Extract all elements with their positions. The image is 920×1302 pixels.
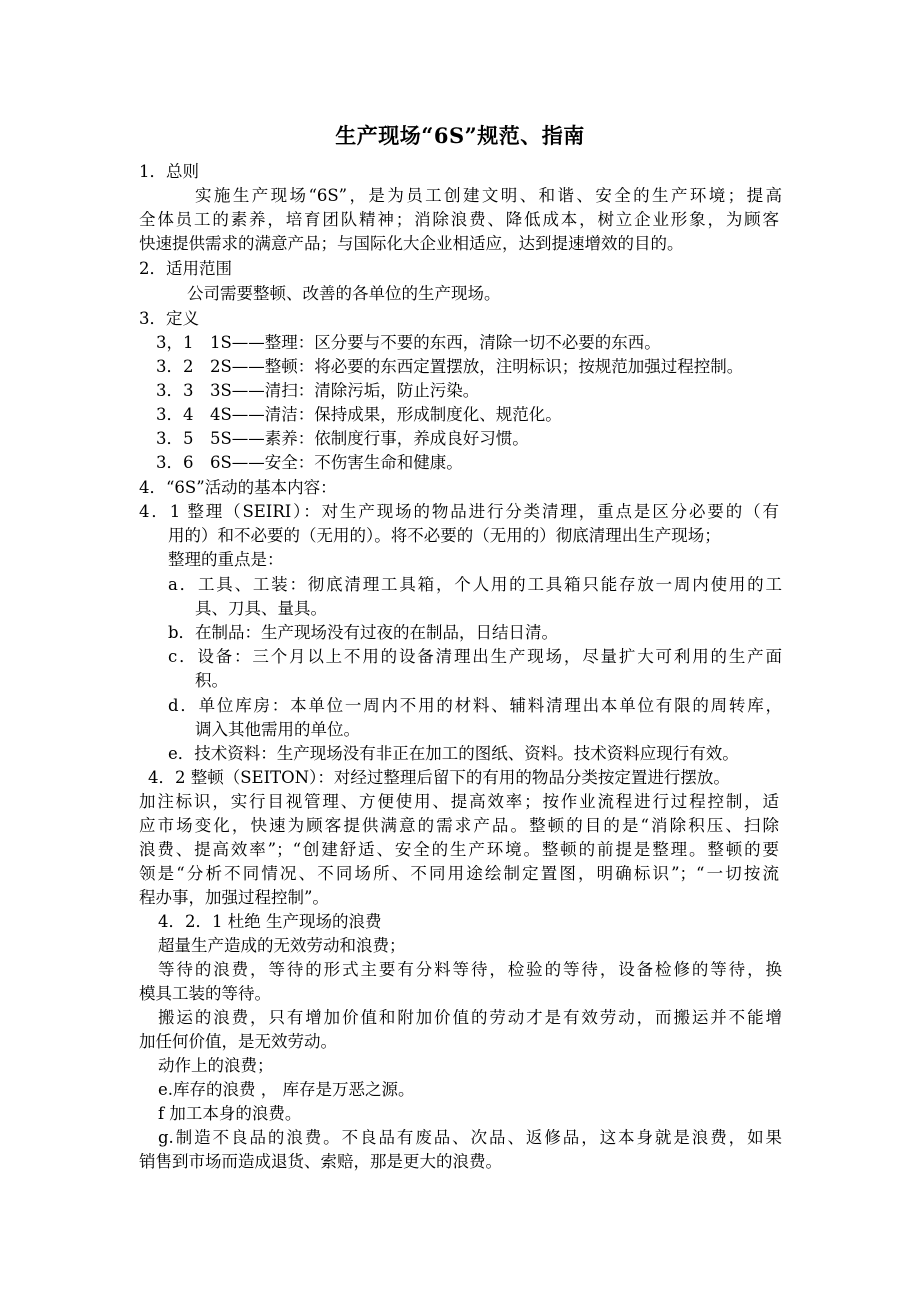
waste-item: g.制造不良品的浪费。不良品有废品、次品、返修品，这本身就是浪费，如果 bbox=[158, 1128, 782, 1147]
section-1-heading: 1．总则 bbox=[139, 162, 199, 181]
general-paragraph-line: 全体员工的素养，培育团队精神；消除浪费、降低成本，树立企业形象，为顾客 bbox=[139, 210, 779, 229]
definition-item: 3．4 4S——清洁：保持成果，形成制度化、规范化。 bbox=[156, 405, 562, 424]
list-item-b: b．在制品：生产现场没有过夜的在制品，日结日清。 bbox=[168, 623, 559, 642]
definition-item: 3．3 3S——清扫：清除污垢，防止污染。 bbox=[156, 381, 480, 400]
seiton-paragraph-line: 4．2 整顿（SEITON）：对经过整理后留下的有用的物品分类按定置进行摆放。 bbox=[148, 768, 730, 787]
subsection-4-2-1-heading: 4．2．1 杜绝 生产现场的浪费 bbox=[158, 912, 382, 931]
seiton-paragraph-line: 程办事，加强过程控制”。 bbox=[139, 888, 329, 907]
waste-item: f 加工本身的浪费。 bbox=[158, 1104, 302, 1123]
seiton-paragraph-line: 应市场变化，快速为顾客提供满意的需求产品。整顿的目的是“消除积压、扫除 bbox=[139, 816, 779, 835]
waste-item: 动作上的浪费； bbox=[158, 1056, 274, 1075]
section-2-heading: 2．适用范围 bbox=[139, 259, 232, 278]
list-item-a: a．工具、工装：彻底清理工具箱，个人用的工具箱只能存放一周内使用的工 bbox=[168, 575, 782, 594]
list-item-d-cont: 调入其他需用的单位。 bbox=[195, 720, 360, 739]
seiri-paragraph-line: 4．1 整理（SEIRI）：对生产现场的物品进行分类清理，重点是区分必要的（有 bbox=[139, 502, 779, 521]
section-4-heading: 4．“6S”活动的基本内容： bbox=[139, 478, 337, 497]
waste-item: 等待的浪费，等待的形式主要有分料等待，检验的等待，设备检修的等待，换 bbox=[158, 960, 782, 979]
waste-item-cont: 销售到市场而造成退货、索赔，那是更大的浪费。 bbox=[139, 1152, 502, 1171]
waste-item: 超量生产造成的无效劳动和浪费； bbox=[158, 936, 406, 955]
general-paragraph-line: 实施生产现场“6S”，是为员工创建文明、和谐、安全的生产环境；提高 bbox=[195, 186, 782, 205]
section-3-heading: 3．定义 bbox=[139, 309, 199, 328]
list-item-e: e．技术资料：生产现场没有非正在加工的图纸、资料。技术资料应现行有效。 bbox=[168, 744, 739, 763]
seiri-focus-label: 整理的重点是： bbox=[168, 550, 284, 569]
waste-item-cont: 模具工装的等待。 bbox=[139, 984, 271, 1003]
seiton-paragraph-line: 浪费、提高效率”；“创建舒适、安全的生产环境。整顿的前提是整理。整顿的要 bbox=[139, 840, 779, 859]
list-item-a-cont: 具、刀具、量具。 bbox=[195, 599, 327, 618]
waste-item-cont: 加任何价值，是无效劳动。 bbox=[139, 1032, 337, 1051]
seiton-paragraph-line: 加注标识，实行目视管理、方便使用、提高效率；按作业流程进行过程控制，适 bbox=[139, 792, 779, 811]
seiton-paragraph-line: 领是“分析不同情况、不同场所、不同用途绘制定置图，明确标识”；“一切按流 bbox=[139, 864, 779, 883]
waste-item: 搬运的浪费，只有增加价值和附加价值的劳动才是有效劳动，而搬运并不能增 bbox=[158, 1008, 782, 1027]
list-item-c: c．设备：三个月以上不用的设备清理出生产现场，尽量扩大可利用的生产面 bbox=[168, 647, 782, 666]
waste-item: e.库存的浪费 ， 库存是万恶之源。 bbox=[158, 1080, 415, 1099]
list-item-d: d．单位库房：本单位一周内不用的材料、辅料清理出本单位有限的周转库， bbox=[168, 696, 782, 715]
definition-item: 3．5 5S——素养：依制度行事，养成良好习惯。 bbox=[156, 429, 529, 448]
list-item-c-cont: 积。 bbox=[195, 671, 228, 690]
general-paragraph-line: 快速提供需求的满意产品；与国际化大企业相适应，达到提速增效的目的。 bbox=[139, 234, 684, 253]
seiri-paragraph-line: 用的）和不必要的（无用的）。将不必要的（无用的）彻底清理出生产现场； bbox=[168, 526, 721, 545]
definition-item: 3．2 2S——整顿：将必要的东西定置摆放，注明标识；按规范加强过程控制。 bbox=[156, 357, 744, 376]
definition-item: 3．6 6S——安全：不伤害生命和健康。 bbox=[156, 453, 463, 472]
scope-paragraph: 公司需要整顿、改善的各单位的生产现场。 bbox=[187, 284, 501, 303]
definition-item: 3，1 1S——整理：区分要与不要的东西，清除一切不必要的东西。 bbox=[156, 333, 661, 352]
document-title: 生产现场“6S”规范、指南 bbox=[335, 123, 585, 148]
